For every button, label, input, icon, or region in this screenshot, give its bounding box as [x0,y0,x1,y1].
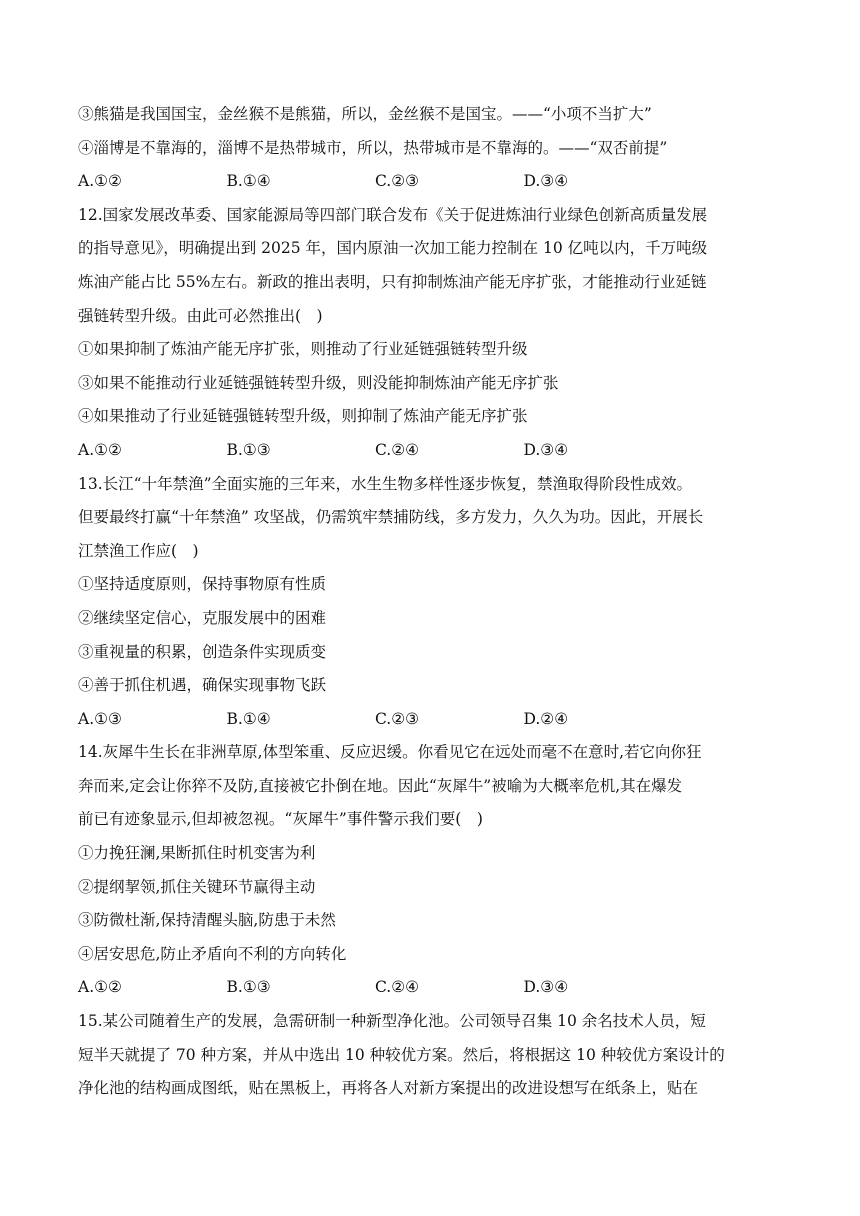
q11-option-d: D.③④ [523,172,569,191]
q11-item-4: ④淄博是不靠海的，淄博不是热带城市，所以，热带城市是不靠海的。——“双否前提” [78,138,668,157]
q12-stem-line: 12.国家发展改革委、国家能源局等四部门联合发布《关于促进炼油行业绿色创新高质量发展 [78,205,708,224]
question-12 [78,199,778,468]
q13-item-3: ③重视量的积累，创造条件实现质变 [78,642,327,661]
q11-item-3: ③熊猫是我国国宝，金丝猴不是熊猫，所以，金丝猴不是国宝。——“小项不当扩大” [78,105,652,123]
q14-stem-line: 前已有迹象显示,但却被忽视。“灰犀牛”事件警示我们要( ) [78,810,483,829]
q14-item-4: ④居安思危,防止矛盾向不利的方向转化 [78,944,347,963]
q14-option-b: B.①③ [226,978,271,997]
q13-stem-line: 13.长江“十年禁渔”全面实施的三年来，水生生物多样性逐步恢复，禁渔取得阶段性成效。 [78,474,693,493]
q14-item-1: ①力挽狂澜,果断抓住时机变害为利 [78,844,316,863]
q14-stem-line: 奔而来,定会让你猝不及防,直接被它扑倒在地。因此“灰犀牛”被喻为大概率危机,其在爆发 [78,776,683,795]
q12-option-c: C.②④ [375,440,420,459]
q12-item-3: ③如果不能推动行业延链强链转型升级，则没能抑制炼油产能无序扩张 [78,373,559,392]
q11-option-b: B.①④ [226,172,271,191]
q14-option-a: A.①② [78,978,122,997]
q13-options [78,703,778,737]
q13-option-a: A.①③ [78,709,122,728]
q12-option-b: B.①③ [226,440,271,459]
exam-page [78,98,778,1106]
q14-item-3: ③防微杜渐,保持清醒头脑,防患于未然 [78,911,336,930]
q12-stem-line: 的指导意见》，明确提出到 2025 年，国内原油一次加工能力控制在 10 亿吨以内，千万吨级 [78,239,708,258]
q12-option-d: D.③④ [523,440,569,459]
q14-options [78,971,778,1005]
q13-stem-line: 江禁渔工作应( ) [78,541,199,560]
q14-option-d: D.③④ [523,978,569,997]
q15-stem-line: 15.某公司随着生产的发展，急需研制一种新型净化池。公司领导召集 10 余名技术人员，短 [78,1012,706,1031]
q13-item-1: ①坚持适度原则，保持事物原有性质 [78,575,327,594]
q12-item-4: ④如果推动了行业延链强链转型升级，则抑制了炼油产能无序扩张 [78,407,528,426]
q13-item-4: ④善于抓住机遇，确保实现事物飞跃 [78,676,327,695]
q12-stem-line: 强链转型升级。由此可必然推出( ) [78,306,323,325]
q12-options [78,434,778,468]
q14-option-c: C.②④ [375,978,420,997]
q12-stem-line: 炼油产能占比 55%左右。新政的推出表明，只有抑制炼油产能无序扩张，才能推动行业延链 [78,272,707,291]
q12-item-1: ①如果抑制了炼油产能无序扩张，则推动了行业延链强链转型升级 [78,340,528,359]
q11-option-c: C.②③ [375,172,420,191]
q13-option-d: D.②④ [523,709,569,728]
question-13 [78,468,778,737]
q13-option-b: B.①④ [226,709,271,728]
question-11-tail [78,98,778,199]
q14-item-2: ②提纲挈领,抓住关键环节赢得主动 [78,877,316,896]
question-15 [78,1005,778,1106]
q15-stem-line: 短半天就提了 70 种方案，并从中选出 10 种较优方案。然后，将根据这 10 种较优方案设计的 [78,1045,725,1064]
q11-options [78,165,778,199]
q14-stem-line: 14.灰犀牛生长在非洲草原,体型笨重、反应迟缓。你看见它在远处而毫不在意时,若它向你狂 [78,743,702,762]
q15-stem-line: 净化池的结构画成图纸，贴在黑板上，再将各人对新方案提出的改进设想写在纸条上，贴在 [78,1079,699,1098]
q12-option-a: A.①② [78,440,122,459]
q13-item-2: ②继续坚定信心，克服发展中的困难 [78,608,327,627]
question-14 [78,736,778,1005]
q13-stem-line: 但要最终打赢“十年禁渔” 攻坚战，仍需筑牢禁捕防线，多方发力，久久为功。因此，开展长 [78,508,704,527]
q13-option-c: C.②③ [375,709,420,728]
q11-option-a: A.①② [78,172,122,191]
